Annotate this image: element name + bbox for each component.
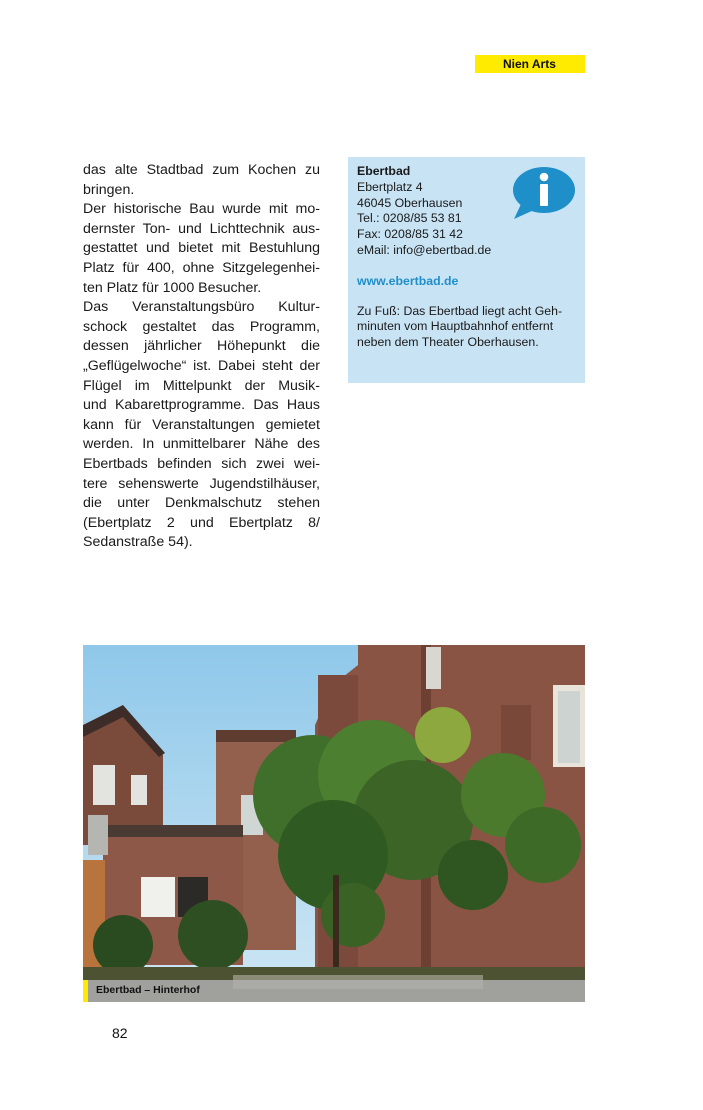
body-line: das alte Stadtbad zum Kochen zu xyxy=(83,162,320,178)
walk-line: Zu Fuß: Das Ebertbad liegt acht Geh- xyxy=(357,303,563,318)
body-line: Sedanstraße 54). xyxy=(83,534,193,551)
walking-directions xyxy=(357,304,576,351)
courtyard-photo xyxy=(83,645,585,1002)
section-tag: Nien Arts xyxy=(475,55,585,73)
body-line: Ebertbads befinden sich zwei wei- xyxy=(83,455,320,472)
info-street: Ebertplatz 4 xyxy=(357,179,423,194)
info-email[interactable]: eMail: info@ebertbad.de xyxy=(357,242,492,257)
info-phone: Tel.: 0208/85 53 81 xyxy=(357,211,462,226)
body-line: Flügel im Mittelpunkt der Musik- xyxy=(83,377,320,394)
body-line: (Ebertplatz 2 und Ebertplatz 8/ xyxy=(83,514,320,531)
body-line: ten Platz für 1000 Besucher. xyxy=(83,279,262,296)
info-bubble-icon xyxy=(510,166,576,220)
body-line: und Kabarettprogramme. Das Haus xyxy=(83,397,320,414)
website-link[interactable]: www.ebertbad.de xyxy=(357,273,459,288)
page-number: 82 xyxy=(112,1025,128,1041)
body-line: Platz für 400, ohne Sitzgelegenhei- xyxy=(83,259,320,276)
body-line: „Geflügelwoche“ ist. Dabei steht der xyxy=(83,357,320,374)
photo-caption: Ebertbad – Hinterhof xyxy=(83,980,585,1002)
body-line: kann für Veranstaltungen gemietet xyxy=(83,416,320,433)
body-line: werden. In unmittelbarer Nähe des xyxy=(83,436,320,453)
walk-line: minuten vom Hauptbahnhof entfernt xyxy=(357,319,554,334)
body-line: die unter Denkmalschutz stehen xyxy=(83,495,320,512)
body-line: tere sehenswerte Jugendstilhäuser, xyxy=(83,475,320,492)
info-title: Ebertbad xyxy=(357,164,411,178)
body-paragraph-3 xyxy=(83,298,320,553)
walk-line: neben dem Theater Oberhausen. xyxy=(357,335,539,350)
info-fax: Fax: 0208/85 31 42 xyxy=(357,227,463,242)
courtyard-photo-illustration xyxy=(83,645,585,1002)
body-paragraph-1 xyxy=(83,161,320,200)
info-city: 46045 Oberhausen xyxy=(357,195,463,210)
body-paragraph-2 xyxy=(83,200,320,298)
body-line: Das Veranstaltungsbüro Kultur- xyxy=(83,299,320,316)
body-line: Der historische Bau wurde mit mo- xyxy=(83,201,320,218)
body-line: schock gestaltet das Programm, xyxy=(83,318,320,335)
body-line: dernster Ton- und Lichttechnik aus- xyxy=(83,220,320,237)
body-line: dessen jährlicher Höhepunkt die xyxy=(83,338,320,355)
body-text xyxy=(83,161,320,553)
body-line: gestattet und bietet mit Bestuhlung xyxy=(83,240,320,257)
body-line: bringen. xyxy=(83,181,135,198)
